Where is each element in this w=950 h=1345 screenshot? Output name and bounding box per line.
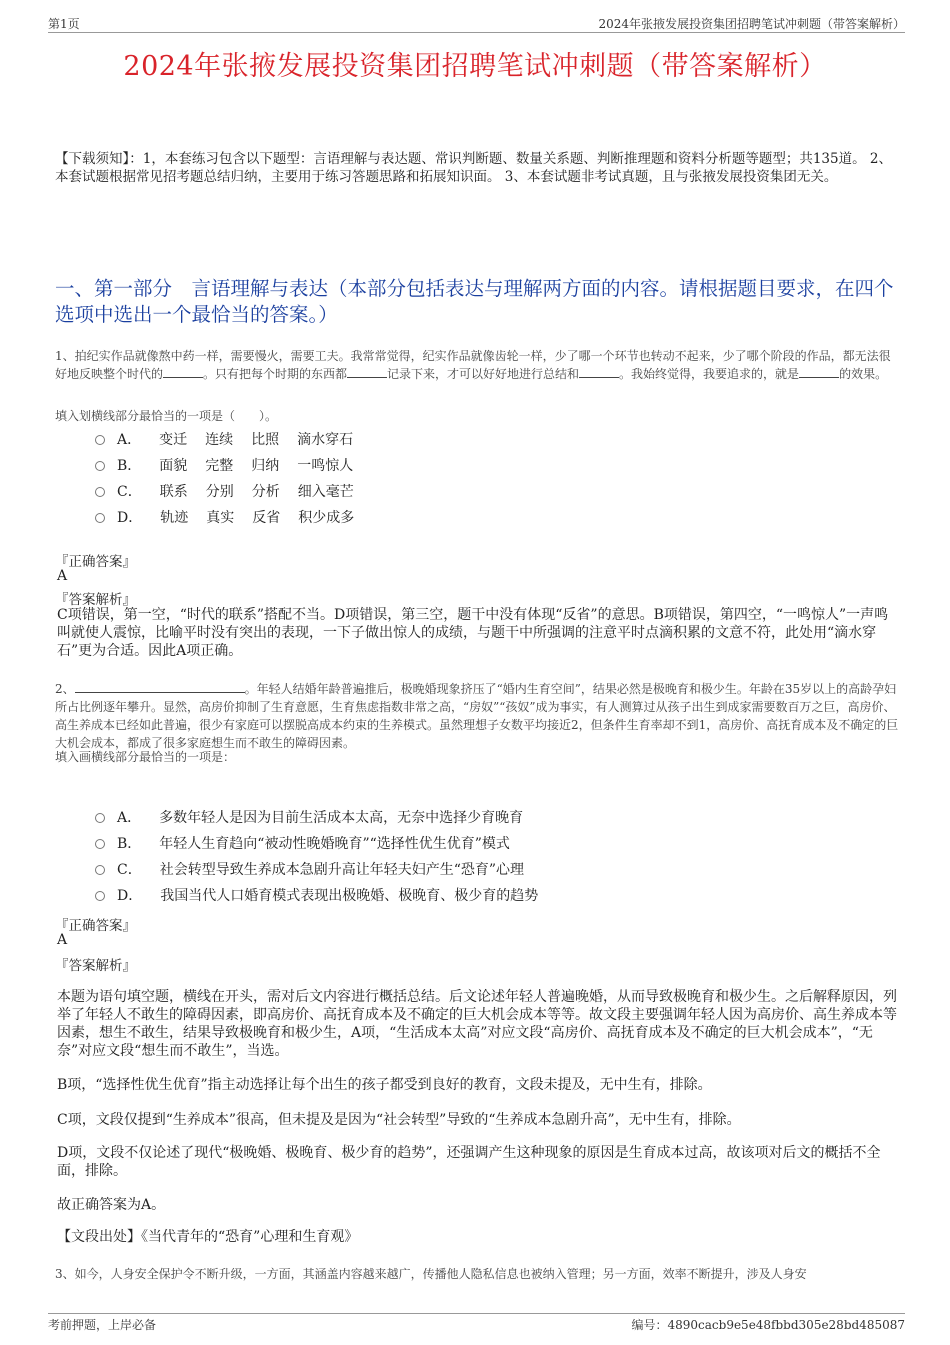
answer-label: 『正确答案』 xyxy=(55,918,136,934)
answer-label: 『正确答案』 xyxy=(55,554,136,570)
question-3-stem: 3、如今，人身安全保护令不断升级，一方面，其涵盖内容越来越广，传播他人隐私信息也被纳入管理；另一方面，效率不断提升，涉及人身安 xyxy=(55,1267,807,1281)
option-d[interactable]: D． 轨迹 真实 反省 积少成多 xyxy=(95,504,372,530)
option-b[interactable]: B． 年轻人生育趋向“被动性晚婚晚育”“选择性优生优育”模式 xyxy=(95,830,538,856)
option-b[interactable]: B． 面貌 完整 归纳 一鸣惊人 xyxy=(95,452,372,478)
page-footer xyxy=(48,1313,905,1336)
option-c[interactable]: C． 联系 分别 分析 细入毫芒 xyxy=(95,478,372,504)
radio-icon[interactable] xyxy=(95,865,105,875)
footer-serial: 编号：4890cacb9e5e48fbbd305e28bd485087 xyxy=(631,1318,905,1332)
blank-2 xyxy=(347,365,387,378)
analysis-label: 『答案解析』 xyxy=(55,592,136,608)
option-a[interactable]: A． 变迁 连续 比照 滴水穿石 xyxy=(95,426,372,452)
analysis-paragraph: D项，文段不仅论述了现代“极晚婚、极晚育、极少育的趋势”，还强调产生这种现象的原因是生育成本过高，故该项对后文的概括不全面，排除。 xyxy=(57,1145,881,1179)
radio-icon[interactable] xyxy=(95,839,105,849)
radio-icon[interactable] xyxy=(95,513,105,523)
blank-3 xyxy=(579,365,619,378)
header-doc-title: 2024年张掖发展投资集团招聘笔试冲刺题（带答案解析） xyxy=(598,17,905,31)
option-c[interactable]: C． 社会转型导致生养成本急剧升高让年轻夫妇产生“恐育”心理 xyxy=(95,856,538,882)
radio-icon[interactable] xyxy=(95,435,105,445)
analysis-paragraph: B项，“选择性优生优育”指主动选择让每个出生的孩子都受到良好的教育，文段未提及，无中生有，排除。 xyxy=(57,1077,712,1093)
question-1-prompt: 填入划横线部分最恰当的一项是（ ）。 xyxy=(55,409,278,423)
radio-icon[interactable] xyxy=(95,461,105,471)
answer-value: A xyxy=(57,568,68,584)
question-2-options xyxy=(95,804,538,908)
question-2-prompt: 填入画横线部分最恰当的一项是： xyxy=(55,750,236,764)
page-title: 2024年张掖发展投资集团招聘笔试冲刺题（带答案解析） xyxy=(123,51,827,82)
question-1-options xyxy=(95,426,372,530)
page-header xyxy=(48,10,905,33)
question-2-stem: 2、 。年轻人结婚年龄普遍推后，极晚婚现象挤压了“婚内生育空间”，结果必然是极晚育和极少生。年龄在35岁以上的高龄孕妇所占比例逐年攀升。显然，高房价抑制了生育意愿，生育焦虑指数非常之高，“房奴”“孩奴”成为事实，有人测算过从孩子出生到成家需要数百万之巨，高房价、高生养成本已经如此普遍，很少有家庭可以摆脱高成本约束的生养模式。虽然理想子女数平均接近2，但条件生育率却不到1，高房价、高抚育成本及不确定的巨大机会成本，都成了很多家庭想生而不敢生的障碍因素。 xyxy=(55,682,899,750)
blank-1 xyxy=(163,365,203,378)
analysis-paragraph: C项，文段仅提到“生养成本”很高，但未提及是因为“社会转型”导致的“生养成本急剧升高”，无中生有，排除。 xyxy=(57,1112,741,1128)
answer-value: A xyxy=(57,932,68,948)
footer-slogan: 考前押题，上岸必备 xyxy=(48,1318,157,1332)
option-d[interactable]: D． 我国当代人口婚育模式表现出极晚婚、极晚育、极少育的趋势 xyxy=(95,882,538,908)
question-1-stem: 1、拍纪实作品就像熬中药一样，需要慢火，需要工夫。我常常觉得，纪实作品就像齿轮一样，少了哪一个环节也转动不起来，少了哪个阶段的作品，都无法很好地反映整个时代的 。只有把每个时期的东西都 记录下来，才可以好好地进行总结和 。我始终觉得，我要追求的，就是 的效果。 xyxy=(55,349,891,381)
page-number: 第1页 xyxy=(48,17,80,31)
blank-fill xyxy=(75,680,245,693)
radio-icon[interactable] xyxy=(95,813,105,823)
radio-icon[interactable] xyxy=(95,891,105,901)
analysis-paragraph: 故正确答案为A。 xyxy=(57,1197,166,1213)
analysis-text: C项错误，第一空，“时代的联系”搭配不当。D项错误，第三空，题干中没有体现“反省”的意思。B项错误，第四空，“一鸣惊人”一声鸣叫就使人震惊，比喻平时没有突出的表现，一下子做出惊人的成绩，与题干中所强调的注意平时点滴积累的文意不符，此处用“滴水穿石”更为合适。因此A项正确。 xyxy=(57,607,889,659)
analysis-paragraph: 本题为语句填空题，横线在开头，需对后文内容进行概括总结。后文论述年轻人普遍晚婚，从而导致极晚育和极少生。之后解释原因，列举了年轻人不敢生的障碍因素，即高房价、高抚育成本及不确定的巨大机会成本等等。故文段主要强调年轻人因为高房价、高生养成本等因素，想生不敢生，结果导致极晚育和极少生，A项，“生活成本太高”对应文段“高房价、高抚育成本及不确定的巨大机会成本”，“无奈”对应文段“想生而不敢生”，当选。 xyxy=(57,989,897,1059)
section-heading: 一、第一部分 言语理解与表达（本部分包括表达与理解两方面的内容。请根据题目要求，在四个选项中选出一个最恰当的答案。） xyxy=(55,277,894,326)
radio-icon[interactable] xyxy=(95,487,105,497)
option-a[interactable]: A． 多数年轻人是因为目前生活成本太高，无奈中选择少育晚育 xyxy=(95,804,538,830)
download-notice: 【下载须知】：1，本套练习包含以下题型：言语理解与表达题、常识判断题、数量关系题、判断推理题和资料分析题等题型；共135道。 2、本套试题根据常见招考题总结归纳，主要用于练习答题思路和拓展知识面。 3、本套试题非考试真题，且与张掖发展投资集团无关。 xyxy=(55,151,892,185)
analysis-label: 『答案解析』 xyxy=(55,958,136,974)
blank-4 xyxy=(799,365,839,378)
text-source: 【文段出处】《当代青年的“恐育”心理和生育观》 xyxy=(57,1229,359,1245)
